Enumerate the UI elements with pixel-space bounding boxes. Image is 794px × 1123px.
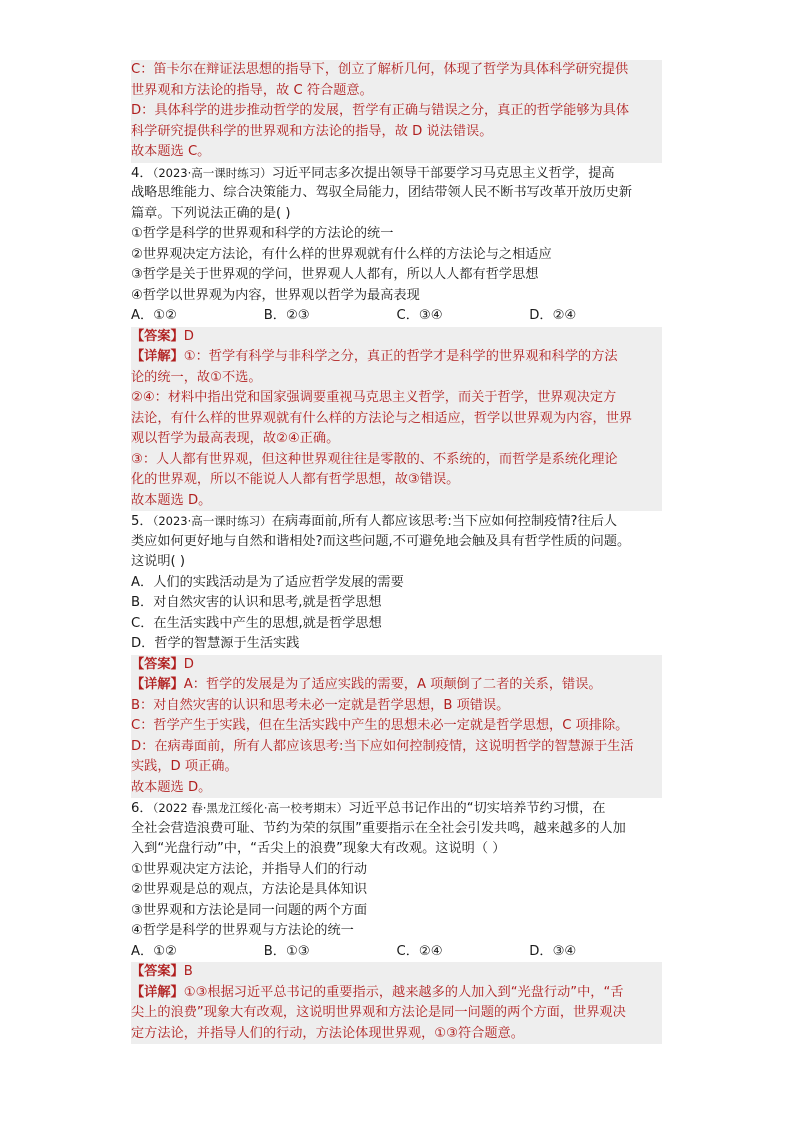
q3-conclusion: 故本题选 C。	[131, 142, 662, 163]
q5-detail-cont: D：在病毒面前，所有人都应该思考:当下应如何控制疫情，这说明哲学的智慧源于生活	[131, 737, 662, 758]
q4-stem-cont: 篇章。下列说法正确的是( )	[131, 205, 291, 221]
q5-detail	[131, 675, 662, 696]
q6-detail	[131, 983, 662, 1004]
q5-stem-cont: 这说明( )	[131, 554, 186, 569]
answer-label: 【答案】	[131, 656, 184, 672]
q4-stem-text: 习近平同志多次提出领导干部要学习马克思主义哲学，提高	[271, 165, 615, 181]
q4-detail-cont: 法论，有什么样的世界观就有什么样的方法论与之相适应，哲学以世界观为内容，世界	[131, 409, 662, 430]
q3-option-d-analysis-cont: 科学研究提供科学的世界观和方法论的指导，故 D 说法错误。	[131, 122, 662, 143]
q4-option-c: C．③④	[396, 308, 443, 323]
answer-label: 【答案】	[131, 964, 184, 979]
q6-source: （2022 春·黑龙江绥化·高一校考期末）	[152, 801, 349, 815]
q5-option-a: A．人们的实践活动是为了适应哲学发展的需要	[131, 574, 404, 590]
answer-label: 【答案】	[131, 328, 184, 344]
q6-answer-value: B	[183, 964, 193, 979]
q4-answer-value: D	[183, 328, 194, 344]
q4-item-2: ②世界观决定方法论，有什么样的世界观就有什么样的方法论与之相适应	[131, 246, 552, 262]
q5-stem-cont: 类应如何更好地与自然和谐相处?而这些问题,不可避免地会触及具有哲学性质的问题。	[131, 533, 631, 549]
q4-item-3: ③哲学是关于世界观的学问，世界观人人都有，所以人人都有哲学思想	[131, 267, 539, 282]
q4-option-a: A．①②	[131, 308, 177, 323]
q5-detail-cont: C：哲学产生于实践，但在生活实践中产生的思想未必一定就是哲学思想，C 项排除。	[131, 716, 662, 737]
q5-stem-text: 在病毒面前,所有人都应该思考:当下应如何控制疫情?往后人	[271, 514, 618, 529]
q4-item-4: ④哲学以世界观为内容，世界观以哲学为最高表现	[131, 287, 420, 303]
q6-option-a: A．①②	[131, 943, 177, 959]
q6-option-b: B．①③	[263, 943, 310, 959]
q5-detail-cont: 实践，D 项正确。	[131, 757, 662, 778]
q6-item-4: ④哲学是科学的世界观与方法论的统一	[131, 923, 354, 938]
q6-stem	[131, 798, 662, 819]
q4-number: 4．	[131, 165, 153, 181]
q4-stem-cont: 战略思维能力、综合决策能力、驾驭全局能力，团结带领人民不断书写改革开放历史新	[131, 185, 633, 200]
q4-detail	[131, 347, 662, 368]
detail-label: 【详解】	[131, 984, 184, 1000]
q6-stem-cont: 全社会营造浪费可耻、节约为荣的氛围”重要指示在全社会引发共鸣，越来越多的人加	[131, 820, 626, 836]
q6-detail-text: ①③根据习近平总书记的重要指示，越来越多的人加入到“光盘行动”中，“舌	[183, 984, 624, 1000]
q5-answer-value: D	[183, 656, 194, 672]
q4-detail-cont: 观以哲学为最高表现，故②④正确。	[131, 429, 662, 450]
q4-item-1: ①哲学是科学的世界观和科学的方法论的统一	[131, 226, 394, 241]
q5-detail-cont: B：对自然灾害的认识和思考未必一定就是哲学思想，B 项错误。	[131, 696, 662, 717]
q6-detail-cont: 尖上的浪费”现象大有改观，这说明世界观和方法论是同一问题的两个方面，世界观决	[131, 1003, 662, 1024]
q4-answer	[131, 327, 662, 348]
q4-options	[131, 306, 662, 327]
q5-number: 5．	[131, 514, 153, 529]
q3-option-c-analysis: C：笛卡尔在辩证法思想的指导下，创立了解析几何，体现了哲学为具体科学研究提供	[131, 60, 662, 81]
q6-answer	[131, 962, 662, 983]
q3-option-d-analysis: D：具体科学的进步推动哲学的发展，哲学有正确与错误之分，真正的哲学能够为具体	[131, 101, 662, 122]
q5-option-d: D．哲学的智慧源于生活实践	[131, 636, 300, 651]
q6-stem-cont: 入到“光盘行动”中，“舌尖上的浪费”现象大有改观。这说明（ ）	[131, 841, 506, 856]
q6-option-c: C．②④	[396, 943, 443, 959]
q5-conclusion: 故本题选 D。	[131, 778, 662, 799]
q6-options	[131, 942, 662, 963]
q5-detail-text: A：哲学的发展是为了适应实践的需要，A 项颠倒了二者的关系，错误。	[183, 677, 602, 692]
detail-label: 【详解】	[131, 349, 184, 364]
q4-option-d: D．②④	[529, 308, 577, 323]
q6-item-1: ①世界观决定方法论，并指导人们的行动	[131, 861, 368, 877]
q5-stem	[131, 511, 662, 532]
q6-item-2: ②世界观是总的观点，方法论是具体知识	[131, 882, 368, 897]
q4-detail-cont: ②④：材料中指出党和国家强调要重视马克思主义哲学，而关于哲学，世界观决定方	[131, 388, 662, 409]
q6-item-3: ③世界观和方法论是同一问题的两个方面	[131, 902, 368, 918]
q6-detail-cont: 定方法论，并指导人们的行动，方法论体现世界观，①③符合题意。	[131, 1024, 662, 1045]
q4-detail-cont: 化的世界观，所以不能说人人都有哲学思想，故③错误。	[131, 470, 662, 491]
q5-option-b: B．对自然灾害的认识和思考,就是哲学思想	[131, 595, 382, 610]
q4-detail-cont: 论的统一，故①不选。	[131, 368, 662, 389]
q4-source: （2023·高一课时练习）	[152, 165, 272, 180]
document-page	[131, 60, 662, 1044]
q3-option-c-analysis-cont: 世界观和方法论的指导，故 C 符合题意。	[131, 81, 662, 102]
q4-conclusion: 故本题选 D。	[131, 491, 662, 512]
q5-source: （2023·高一课时练习）	[152, 514, 272, 528]
q4-stem	[131, 163, 662, 184]
q4-option-b: B．②③	[263, 308, 310, 323]
q6-option-d: D．③④	[529, 943, 577, 959]
q5-option-c: C．在生活实践中产生的思想,就是哲学思想	[131, 615, 382, 631]
q6-stem-text: 习近平总书记作出的“切实培养节约习惯，在	[348, 801, 606, 816]
q4-detail-cont: ③：人人都有世界观，但这种世界观往往是零散的、不系统的，而哲学是系统化理论	[131, 450, 662, 471]
detail-label: 【详解】	[131, 677, 184, 692]
q6-number: 6．	[131, 801, 153, 816]
q4-detail-text: ①：哲学有科学与非科学之分，真正的哲学才是科学的世界观和科学的方法	[183, 349, 618, 364]
q5-answer	[131, 655, 662, 676]
